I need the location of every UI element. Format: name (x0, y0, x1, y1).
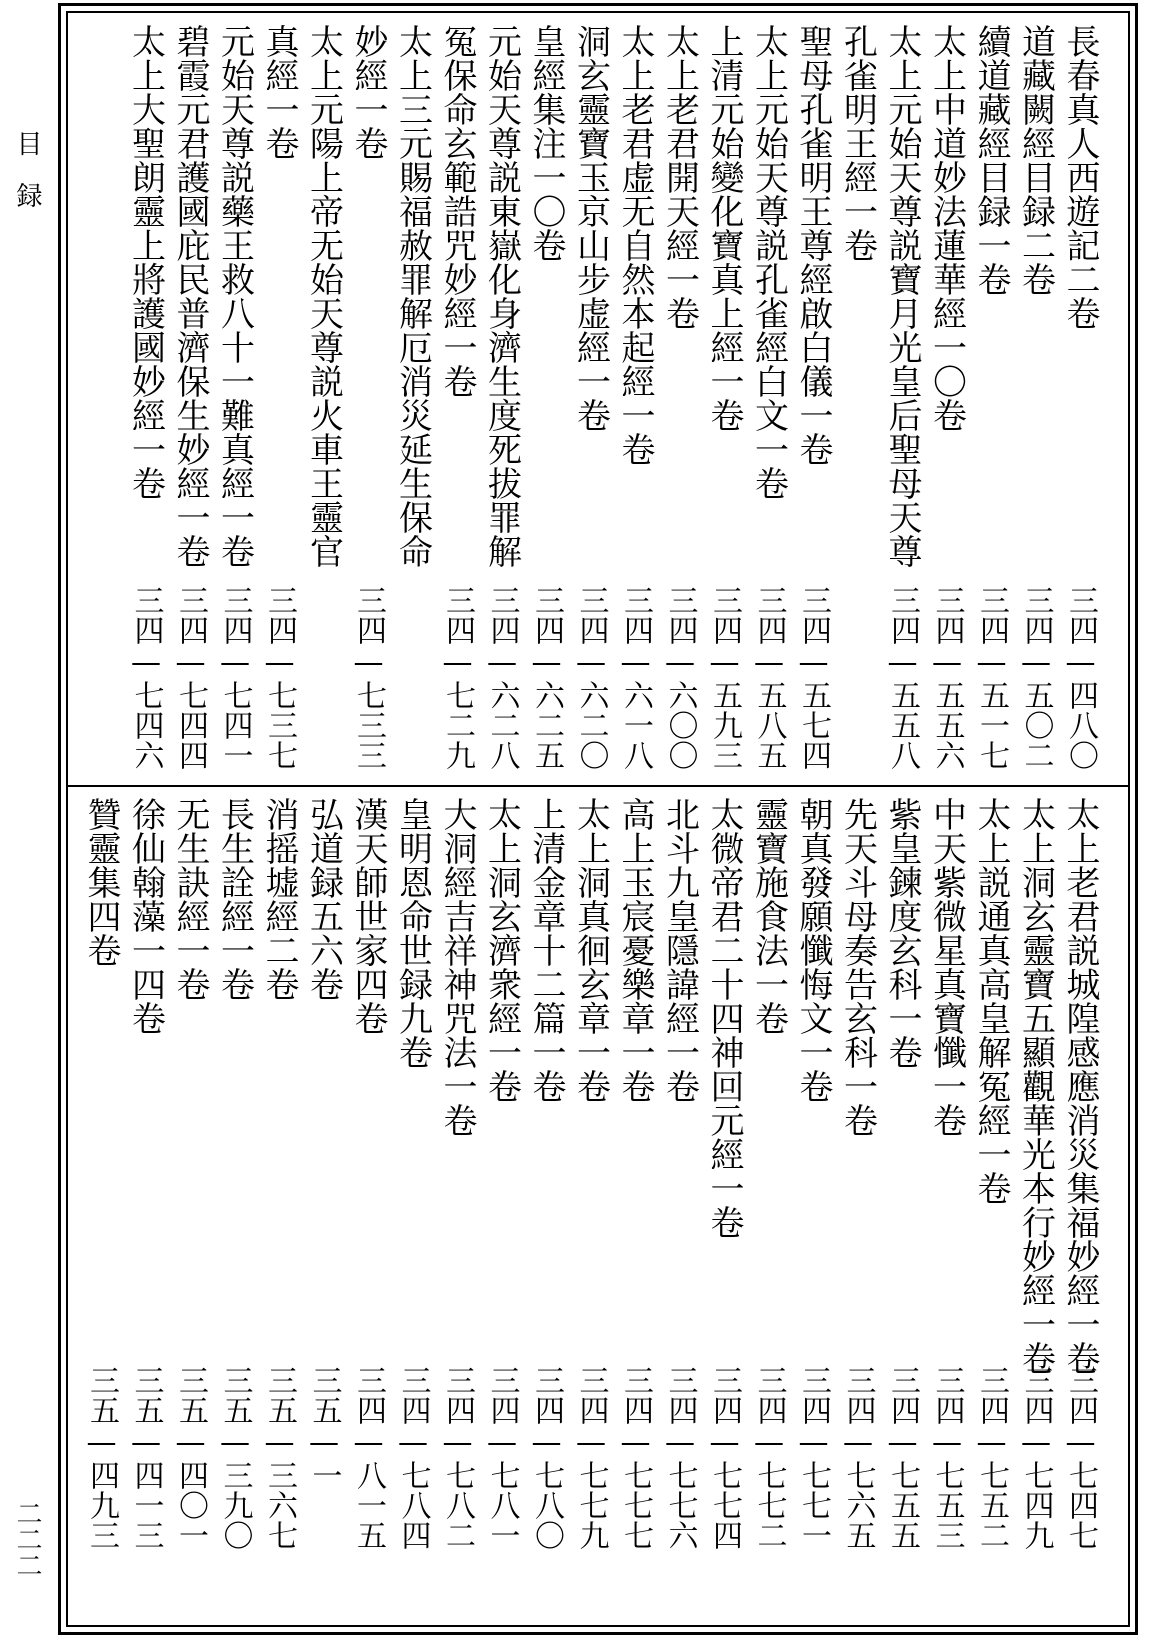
upper-entry-title: 太上元陽上帝无始天尊説火車王靈官 (303, 24, 344, 568)
upper-entry-ref: 三四—七四四 (173, 585, 208, 770)
upper-entry-title: 妙經一卷 (348, 24, 388, 160)
lower-entry-title: 北斗九皇隱諱經一卷 (659, 797, 700, 1103)
lower-entry-title: 太上洞玄靈寶五顯觀華光本行妙經一卷 (1015, 797, 1056, 1375)
lower-entry-ref: 三五—三九〇 (217, 1365, 253, 1550)
lower-entry-ref: 三五—一 (306, 1365, 342, 1490)
lower-entry-title: 漢天師世家四卷 (348, 797, 388, 1035)
upper-entry-title: 碧霞元君護國庇民普濟保生妙經一卷 (170, 24, 210, 568)
lower-entry-ref: 三四—七五三 (929, 1365, 965, 1550)
lower-entry-ref: 三四—七五五 (885, 1365, 920, 1550)
lower-entry-title: 太上洞玄濟衆經一卷 (481, 797, 522, 1103)
upper-entry-ref: 三四—六二五 (529, 585, 564, 770)
upper-entry-ref: 三四—五〇二 (1018, 585, 1054, 770)
lower-entry-ref: 三四—七八二 (440, 1365, 475, 1550)
lower-entry-title: 紫皇鍊度玄科一卷 (882, 797, 922, 1069)
lower-entry-title: 長生詮經一卷 (214, 797, 255, 1001)
upper-entry-ref: 三四—六二八 (484, 585, 520, 770)
lower-entry-ref: 三四—七四七 (1063, 1365, 1098, 1550)
upper-entry-ref: 三四—五五八 (885, 585, 920, 770)
upper-entry-title: 道藏闕經目録二卷 (1015, 24, 1056, 296)
upper-entry-ref: 三四—六一八 (618, 585, 653, 770)
lower-entry-ref: 三四—七八四 (395, 1365, 431, 1550)
lower-entry-title: 上清金章十二篇一卷 (526, 797, 566, 1103)
lower-entry-ref: 三四—七六五 (840, 1365, 876, 1550)
lower-entry-title: 朝真發願懺悔文一卷 (793, 797, 833, 1103)
upper-entry-title: 聖母孔雀明王尊經啟白儀一卷 (793, 24, 833, 466)
lower-entry-title: 贊靈集四卷 (81, 797, 121, 967)
lower-entry-ref: 三四—七八〇 (529, 1365, 564, 1550)
lower-entry-ref: 三四—七七七 (618, 1365, 653, 1550)
upper-entry-title: 太上三元賜福赦罪解厄消災延生保命 (392, 24, 433, 568)
lower-entry-ref: 三四—七八一 (484, 1365, 520, 1550)
lower-entry-title: 太上老君説城隍感應消災集福妙經一卷 (1060, 797, 1100, 1375)
lower-entry-ref: 三五—四九三 (84, 1365, 119, 1550)
lower-entry-title: 太上洞真徊玄章一卷 (570, 797, 611, 1103)
lower-entry-title: 高上玉宸憂樂章一卷 (615, 797, 655, 1103)
upper-entry-title: 續道藏經目録一卷 (971, 24, 1011, 296)
upper-entry-title: 洞玄靈寶玉京山步虚經一卷 (570, 24, 611, 432)
lower-entry-ref: 三四—七七一 (796, 1365, 831, 1550)
lower-entry-ref: 三五—四〇一 (173, 1365, 208, 1550)
lower-entry-ref: 三四—七七九 (573, 1365, 609, 1550)
upper-entry-title: 太上老君虚无自然本起經一卷 (615, 24, 655, 466)
upper-entry-ref: 三四—六〇〇 (662, 585, 698, 770)
lower-entry-ref: 三五—三六七 (262, 1365, 297, 1550)
upper-entry-title: 太上元始天尊説寶月光皇后聖母天尊 (882, 24, 922, 568)
lower-entry-title: 弘道録五六卷 (303, 797, 344, 1001)
upper-entry-ref: 三四—五九三 (707, 585, 742, 770)
lower-entry-title: 消摇墟經二卷 (259, 797, 299, 1001)
upper-entry-ref: 三四—五七四 (796, 585, 831, 770)
upper-entry-title: 太上大聖朗靈上將護國妙經一卷 (125, 24, 166, 500)
lower-entry-title: 皇明恩命世録九卷 (392, 797, 433, 1069)
upper-entry-title: 上清元始變化寶真上經一卷 (704, 24, 744, 432)
upper-entry-title: 孔雀明王經一卷 (837, 24, 878, 262)
upper-entry-title: 元始天尊説東嶽化身濟生度死拔罪解 (481, 24, 522, 568)
upper-entry-title: 真經一卷 (259, 24, 299, 160)
lower-entry-title: 太上説通真高皇解冤經一卷 (971, 797, 1011, 1205)
lower-entry-ref: 三四—七七六 (662, 1365, 698, 1550)
upper-entry-ref: 三四—四八〇 (1063, 585, 1098, 770)
lower-entry-title: 大洞經吉祥神咒法一卷 (437, 797, 477, 1137)
upper-entry-title: 皇經集注一〇卷 (526, 24, 566, 262)
lower-entry-ref: 三四—七五二 (974, 1365, 1009, 1550)
page-number: 二二二 (12, 1500, 42, 1578)
upper-entry-title: 太上老君開天經一卷 (659, 24, 700, 330)
upper-entry-title: 冤保命玄範誥咒妙經一卷 (437, 24, 477, 398)
upper-entry-ref: 三四—五五六 (929, 585, 965, 770)
upper-entry-ref: 三四—六二〇 (573, 585, 609, 770)
upper-entry-ref: 三四—五一七 (974, 585, 1009, 770)
upper-entry-ref: 三四—五八五 (751, 585, 787, 770)
lower-entry-ref: 三四—七七四 (707, 1365, 742, 1550)
upper-entry-title: 長春真人西遊記二卷 (1060, 24, 1100, 330)
upper-entry-title: 太上中道妙法蓮華經一〇卷 (926, 24, 967, 432)
lower-entry-ref: 三四—七七二 (751, 1365, 787, 1550)
lower-entry-title: 靈寶施食法一卷 (748, 797, 789, 1035)
upper-entry-ref: 三四—七二九 (440, 585, 475, 770)
upper-entry-ref: 三四—七四六 (128, 585, 164, 770)
upper-entry-title: 太上元始天尊説孔雀經白文一卷 (748, 24, 789, 500)
lower-entry-title: 先天斗母奏告玄科一卷 (837, 797, 878, 1137)
lower-entry-ref: 三四—七四九 (1018, 1365, 1054, 1550)
lower-entry-ref: 三四—八一五 (351, 1365, 386, 1550)
lower-entry-ref: 三五—四一三 (128, 1365, 164, 1550)
upper-entry-ref: 三四—七三七 (262, 585, 297, 770)
lower-entry-title: 中天紫微星真寶懺一卷 (926, 797, 967, 1137)
lower-entry-title: 无生訣經一卷 (170, 797, 210, 1001)
upper-entry-ref: 三四—七三三 (351, 585, 386, 770)
lower-entry-title: 太微帝君二十四神回元經一卷 (704, 797, 744, 1239)
upper-entry-ref: 三四—七四一 (217, 585, 253, 770)
lower-entry-title: 徐仙翰藻一四卷 (125, 797, 166, 1035)
margin-label: 目 録 (12, 130, 42, 208)
upper-entry-title: 元始天尊説藥王救八十一難真經一卷 (214, 24, 255, 568)
